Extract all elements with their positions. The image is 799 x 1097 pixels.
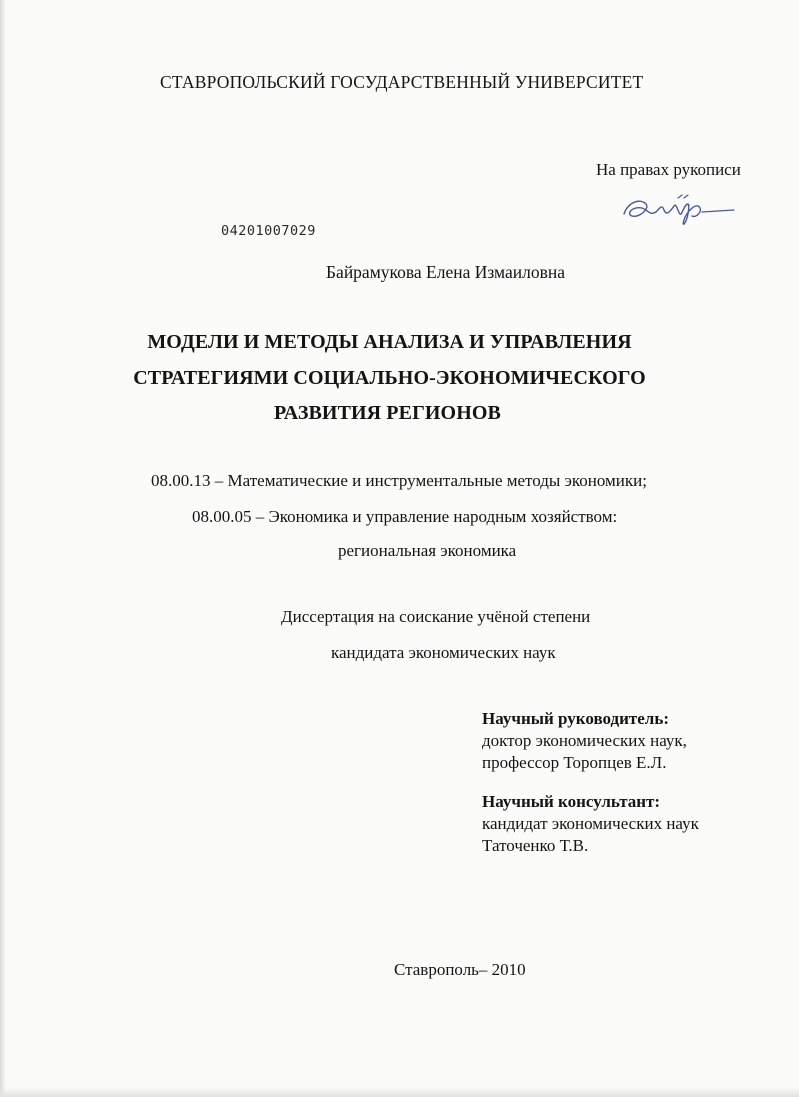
handwritten-signature [618,190,738,230]
consultant-block [482,791,699,857]
city-year: Ставрополь– 2010 [394,960,526,979]
degree-line: Диссертация на соискание учёной степени [281,607,591,626]
manuscript-rights-note: На правах рукописи [596,160,741,179]
supervisor-block [482,708,687,774]
supervisor-name: профессор Торопцев Е.Л. [482,753,667,772]
page-edge-shadow [0,0,6,1097]
supervisor-degree: доктор экономических наук, [482,731,687,750]
title-line: РАЗВИТИЯ РЕГИОНОВ [274,402,501,424]
registration-number: 04201007029 [221,223,316,239]
consultant-degree: кандидат экономических наук [482,814,699,833]
page-bottom-shadow [0,1087,799,1097]
consultant-name: Таточенко Т.В. [482,836,589,855]
degree-line: кандидата экономических наук [331,643,556,662]
supervisor-role: Научный руководитель: [482,709,669,728]
title-line: СТРАТЕГИЯМИ СОЦИАЛЬНО-ЭКОНОМИЧЕСКОГО [133,367,646,389]
title-line: МОДЕЛИ И МЕТОДЫ АНАЛИЗА И УПРАВЛЕНИЯ [147,331,632,353]
specialty-line: 08.00.05 – Экономика и управление народным хозяйством: [192,507,618,526]
university-name: СТАВРОПОЛЬСКИЙ ГОСУДАРСТВЕННЫЙ УНИВЕРСИТЕТ [160,72,644,92]
consultant-role: Научный консультант: [482,792,661,811]
author-name: Байрамукова Елена Измаиловна [326,262,566,282]
specialty-line: 08.00.13 – Математические и инструментальные методы экономики; [151,471,647,490]
specialty-line: региональная экономика [338,541,517,560]
